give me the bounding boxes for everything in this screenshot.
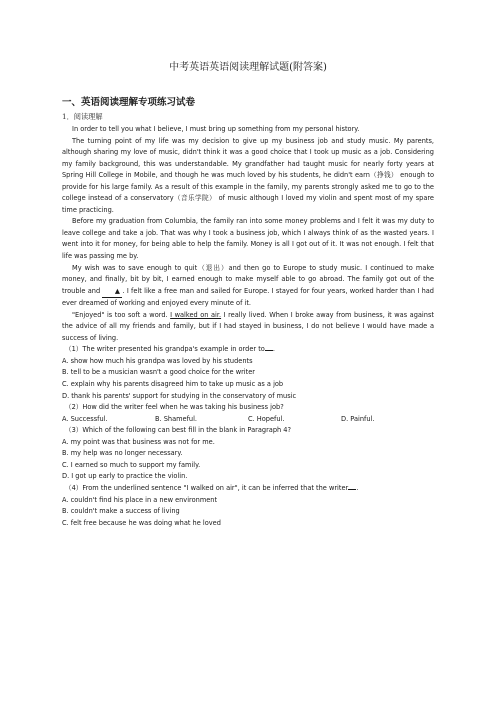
- q4-option-b: B. couldn't make a success of living: [62, 507, 180, 516]
- paragraph-4-text-after: . I felt like a free man and sailed for Europe. I stayed for four years, worked harder than I had ever dreamed of working and enjoyed every minute of it.: [62, 286, 434, 308]
- q3-option-a: A. my point was that business was not for me.: [62, 437, 215, 446]
- q4-option-c: C. felt free because he was doing what he loved: [62, 518, 221, 527]
- q1-option-a: A. show how much his grandpa was loved by his students: [62, 356, 253, 365]
- paragraph-5-text-after: I really lived. When I broke away from business, it was against the advice of all my friends and family, but if I had stayed in business, I do not believe I would have made a success of living.: [62, 310, 434, 342]
- question-1-stem: （1）The writer presented his grandpa's example in order to: [65, 345, 265, 354]
- subsection-label: 1．阅读理解: [62, 112, 103, 121]
- q2-options-row: [62, 414, 434, 426]
- section-heading: 一、英语阅读理解专项练习试卷: [62, 97, 196, 108]
- blank-marker: ▲: [114, 286, 120, 295]
- q1-option-d: D. thank his parents' support for studying in the conservatory of music: [62, 391, 297, 400]
- paragraph-4-text-before: My wish was to save enough to quit（退出）and then go to Europe to study music. I continued to make money, and finally, bit by bit, I earned enough to make myself able to go abroad. The family got out of the trouble and: [62, 263, 434, 295]
- paragraph-4: [62, 263, 434, 310]
- paragraph-2: The turning point of my life was my decision to give up my business job and study music. My parents, although sharing my love of music, didn't think it was a good choice that I took up music as a job. Considering my family background, this was understandable. My grandfather had taught music for nearly forty years at Spring Hill College in Mobile, and though he was much loved by his students, he didn't earn（挣钱） enough to provide for his large family. As a result of this example in the family, my parents strongly asked me to go to the college instead of a conservatory（音乐学院） of music although I loved my violin and spent most of my spare time practicing.: [62, 136, 434, 214]
- document-title: 中考英语英语阅读理解试题(附答案): [169, 62, 327, 73]
- q2-option-a: A. Successful.: [62, 414, 108, 423]
- paragraph-5: [62, 310, 434, 345]
- q3-option-c: C. I earned so much to support my family.: [62, 460, 201, 469]
- q4-option-a: A. couldn't find his place in a new environment: [62, 495, 218, 504]
- q1-option-c: C. explain why his parents disagreed him to take up music as a job: [62, 380, 284, 389]
- q2-option-d: D. Painful.: [341, 414, 375, 423]
- question-3: （3）Which of the following can best fill in the blank in Paragraph 4?: [65, 426, 291, 435]
- q3-option-b: B. my help was no longer necessary.: [62, 449, 183, 458]
- q2-option-b: B. Shameful.: [155, 414, 198, 423]
- q3-option-d: D. I got up early to practice the violin.: [62, 472, 188, 481]
- paragraph-5-text-before: "Enjoyed" is too soft a word.: [72, 310, 171, 319]
- question-4: （4）From the underlined sentence "I walked on air", it can be inferred that the writer .: [65, 483, 359, 492]
- paragraph-3: Before my graduation from Columbia, the family ran into some money problems and I felt it was my duty to leave college and take a job. That was why I took a business job, which I always think of as the wasted years. I went into it for money, for being able to help the family. Money is all I got out of it. It was not enough. I felt that life was passing me by.: [62, 217, 434, 261]
- q2-option-c: C. Hopeful.: [248, 414, 285, 423]
- question-2: （2）How did the writer feel when he was taking his business job?: [65, 403, 284, 412]
- answer-blank: [102, 286, 122, 299]
- question-1: （1）The writer presented his grandpa's example in order to .: [65, 345, 275, 354]
- underlined-sentence: I walked on air.: [170, 310, 222, 319]
- question-4-blank: [348, 489, 356, 490]
- paragraph-1: In order to tell you what I believe, I must bring up something from my personal history.: [72, 125, 360, 133]
- q1-option-b: B. tell to be a musician wasn't a good choice for the writer: [62, 368, 255, 377]
- passage-body: [62, 124, 434, 529]
- question-4-stem: （4）From the underlined sentence "I walked on air", it can be inferred that the writer: [65, 483, 349, 492]
- question-1-blank: [265, 350, 273, 351]
